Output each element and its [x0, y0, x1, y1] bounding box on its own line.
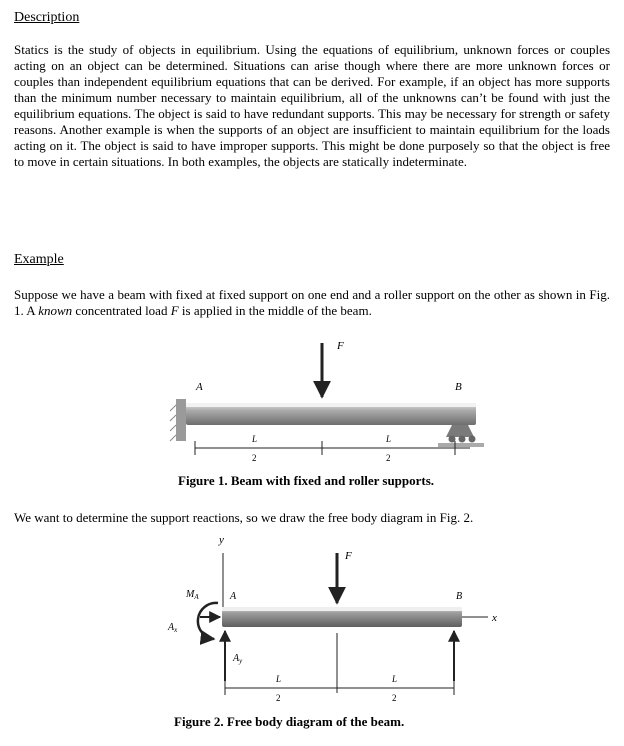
fig1-dim-right-den: 2	[386, 453, 391, 463]
intro-text-2: concentrated load	[72, 303, 171, 318]
fig2-label-Ax	[167, 622, 178, 634]
example-intro	[14, 287, 610, 319]
fig2-dim-left-den: 2	[276, 693, 281, 703]
fig1-label-A: A	[196, 381, 203, 393]
fig2-label-y: y	[219, 534, 224, 546]
intro-text-3: is applied in the middle of the beam.	[178, 303, 372, 318]
intro-F: F	[170, 303, 179, 318]
description-heading: Description	[14, 10, 80, 25]
fig2-label-B: B	[456, 591, 463, 602]
description-paragraph: Statics is the study of objects in equilibrium. Using the equations of equilibrium, unknown forces or couples acting on an object can be determined. Situations can arise though where there are more unknown forces or couples than independent equilibrium equations that can be derived. For example, if an object has more supports than the minimum number necessary to maintain equilibrium, all of the unknowns can’t be found with just the equilibrium equations. The object is said to have redundant supports. This may be necessary for strength or safety reasons. Another example is when the supports of an object are insufficient to maintain equilibrium for the loads acting on it. The object is said to have improper supports. This might be done purposely so that the object is free to move in certain situations. In both examples, the objects are statically indeterminate.	[14, 42, 610, 169]
fig2-label-MA	[185, 589, 199, 601]
fig1-dim-left-num: L	[252, 434, 258, 444]
fig2-moment-arrow	[198, 603, 218, 639]
fig1-label-B: B	[455, 381, 462, 393]
fig2-label-Ay-sub: y	[239, 657, 243, 665]
fig2-label-x: x	[492, 612, 497, 624]
intro-text-1: Suppose we have a beam with fixed at fixed support on one end and a roller support on the other as shown in Fig. 1. A	[14, 287, 610, 318]
fig2-label-MA-main: M	[186, 589, 195, 600]
fig1-fixed-support	[176, 399, 186, 441]
transition-text: We want to determine the support reactions, so we draw the free body diagram in Fig. 2.	[14, 510, 474, 525]
fig1-roller-support	[438, 425, 484, 447]
fig2-label-A: A	[230, 591, 237, 602]
intro-known: known	[38, 303, 73, 318]
fig1-dim-right-num: L	[386, 434, 392, 444]
figure-1-caption: Figure 1. Beam with fixed and roller supports.	[178, 473, 435, 488]
fig2-label-Ax-sub: x	[174, 626, 178, 634]
fig2-dim-right-num: L	[392, 674, 398, 684]
fig2-label-F: F	[345, 550, 352, 562]
fig2-dim-left-num: L	[276, 674, 282, 684]
fig1-dim-left-den: 2	[252, 453, 257, 463]
fig2-dim-right-den: 2	[392, 693, 397, 703]
fig2-label-Ay	[232, 653, 243, 665]
figure-2-diagram	[0, 533, 624, 711]
figure-1-diagram	[0, 335, 624, 470]
figure-2-caption: Figure 2. Free body diagram of the beam.	[174, 714, 405, 729]
example-heading: Example	[14, 252, 64, 267]
fig2-label-Ay-main: A	[233, 653, 240, 664]
fig1-load-label: F	[337, 340, 344, 352]
fig2-label-Ax-main: A	[168, 622, 175, 633]
fig2-label-MA-sub: A	[194, 593, 199, 601]
